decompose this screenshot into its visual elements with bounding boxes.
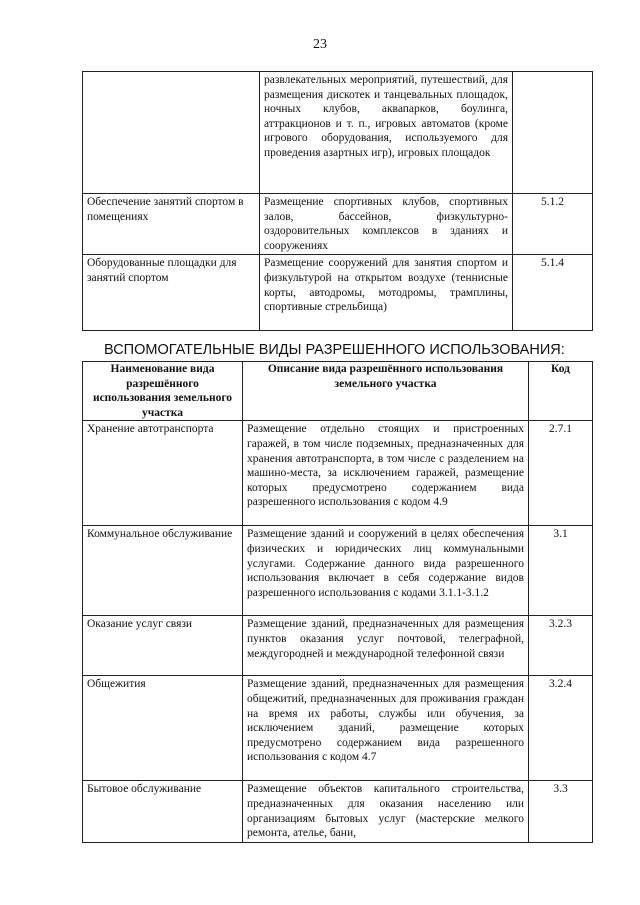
column-header-name: Наименование вида разрешённого использования земельного участка bbox=[83, 362, 243, 421]
table-row bbox=[83, 781, 593, 842]
use-code-cell: 2.7.1 bbox=[529, 421, 593, 526]
table-row bbox=[83, 421, 593, 526]
use-name-cell: Оборудованные площадки для занятий спортом bbox=[83, 255, 260, 331]
table-row bbox=[83, 616, 593, 676]
use-code-cell: 3.1 bbox=[529, 526, 593, 616]
use-description-cell: Размещение зданий, предназначенных для размещения пунктов оказания услуг почтовой, телеграфной, междугородней и международной телефонной связи bbox=[243, 616, 529, 676]
use-name-cell: Обеспечение занятий спортом в помещениях bbox=[83, 194, 260, 255]
table-row bbox=[83, 72, 593, 194]
use-description-cell: Размещение объектов капитального строительства, предназначенных для оказания населению или организациям бытовых услуг (мастерские мелкого ремонта, ателье, бани, bbox=[243, 781, 529, 842]
table-header-row bbox=[83, 362, 593, 421]
use-code-cell: 5.1.2 bbox=[513, 194, 593, 255]
use-code-cell: 5.1.4 bbox=[513, 255, 593, 331]
use-name-cell: Оказание услуг связи bbox=[83, 616, 243, 676]
use-code-cell bbox=[513, 72, 593, 194]
table-row bbox=[83, 255, 593, 331]
use-code-cell: 3.2.4 bbox=[529, 676, 593, 781]
use-code-cell: 3.3 bbox=[529, 781, 593, 842]
use-name-cell: Общежития bbox=[83, 676, 243, 781]
use-description-cell: Размещение зданий и сооружений в целях обеспечения физических и юридических лиц коммунальными услугами. Содержание данного вида разрешенного использования включает в себя содержание видов разрешенного использования с кодами 3.1.1-3.1.2 bbox=[243, 526, 529, 616]
column-header-code: Код bbox=[529, 362, 593, 421]
main-uses-table-continuation bbox=[82, 71, 593, 331]
use-description-cell: Размещение сооружений для занятия спортом и физкультурой на открытом воздухе (теннисные корты, автодромы, мотодромы, трамплины, спортивные стрельбища) bbox=[260, 255, 513, 331]
auxiliary-uses-table bbox=[82, 361, 593, 843]
use-name-cell: Бытовое обслуживание bbox=[83, 781, 243, 842]
use-description-cell: Размещение отдельно стоящих и пристроенных гаражей, в том числе подземных, предназначенных для хранения автотранспорта, в том числе с разделением на машино-места, за исключением гаражей, размещение которых предусмотрено содержанием вида разрешенного использования с кодом 4.9 bbox=[243, 421, 529, 526]
auxiliary-uses-heading: ВСПОМОГАТЕЛЬНЫЕ ВИДЫ РАЗРЕШЕННОГО ИСПОЛЬЗОВАНИЯ: bbox=[104, 342, 565, 358]
table-row bbox=[83, 194, 593, 255]
page-number: 23 bbox=[313, 37, 327, 52]
use-name-cell: Хранение автотранспорта bbox=[83, 421, 243, 526]
use-description-cell: Размещение спортивных клубов, спортивных залов, бассейнов, физкультурно-оздоровительных комплексов в зданиях и сооружениях bbox=[260, 194, 513, 255]
use-description-cell: развлекательных мероприятий, путешествий, для размещения дискотек и танцевальных площадок, ночных клубов, аквапарков, боулинга, аттракционов и т. п., игровых автоматов (кроме игрового оборудования, используемого для проведения азартных игр), игровых площадок bbox=[260, 72, 513, 194]
column-header-description: Описание вида разрешённого использования земельного участка bbox=[243, 362, 529, 421]
use-description-cell: Размещение зданий, предназначенных для размещения общежитий, предназначенных для проживания граждан на время их работы, службы или обучения, за исключением зданий, размещение которых предусмотрено содержанием вида разрешенного использования с кодом 4.7 bbox=[243, 676, 529, 781]
use-name-cell bbox=[83, 72, 260, 194]
use-code-cell: 3.2.3 bbox=[529, 616, 593, 676]
use-name-cell: Коммунальное обслуживание bbox=[83, 526, 243, 616]
table-row bbox=[83, 526, 593, 616]
table-row bbox=[83, 676, 593, 781]
